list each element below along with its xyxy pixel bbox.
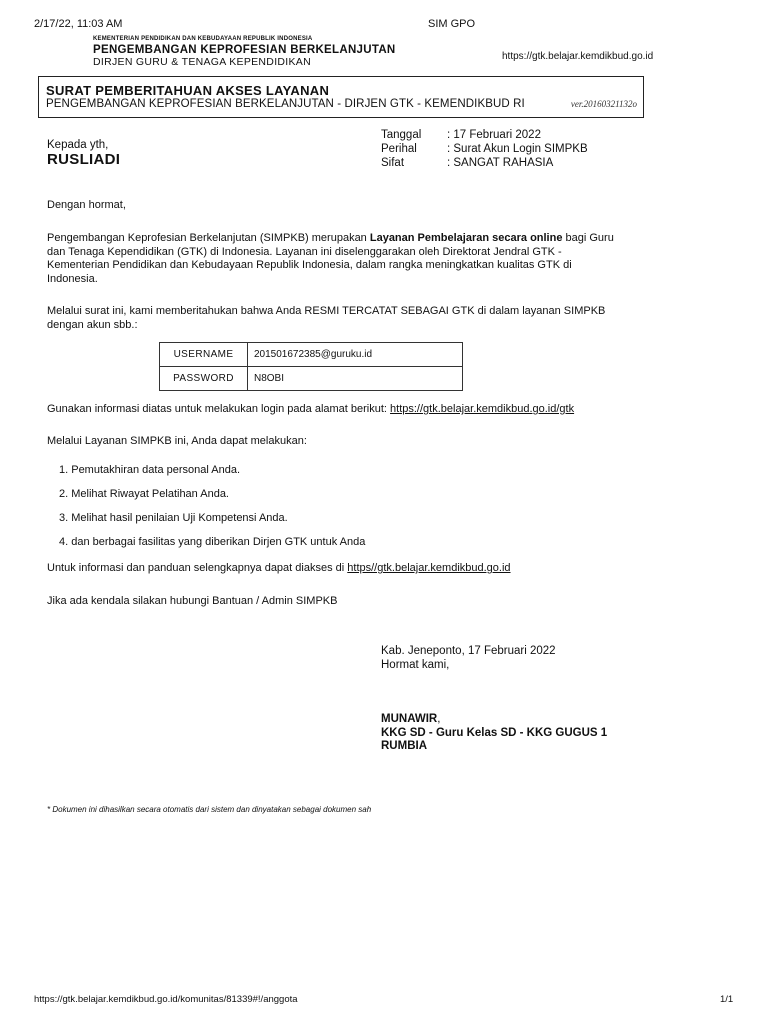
info-link[interactable]: https//gtk.belajar.kemdikbud.go.id — [347, 562, 511, 574]
letter-version: ver.20160321132o — [570, 99, 637, 109]
password-row — [160, 367, 463, 391]
print-datetime: 2/17/22, 11:03 AM — [34, 18, 123, 30]
signature-closing: Hormat kami, — [381, 659, 450, 671]
print-url: https://gtk.belajar.kemdikbud.go.id/komunitas/81339#!/anggota — [34, 994, 298, 1005]
directorate-name: DIRJEN GURU & TENAGA KEPENDIDIKAN — [93, 56, 311, 68]
list-item: 4. dan berbagai fasilitas yang diberikan Dirjen GTK untuk Anda — [59, 536, 366, 548]
program-name: PENGEMBANGAN KEPROFESIAN BERKELANJUTAN — [93, 44, 396, 56]
letter-subtitle: PENGEMBANGAN KEPROFESIAN BERKELANJUTAN - DIRJEN GTK - KEMENDIKBUD RI — [46, 98, 525, 110]
intro-text-a: Pengembangan Keprofesian Berkelanjutan (SIMPKB) merupakan — [47, 232, 370, 244]
signer-name: MUNAWIR — [381, 713, 438, 725]
intro-line-1 — [47, 232, 637, 246]
list-item: 1. Pemutakhiran data personal Anda. — [59, 464, 241, 476]
ministry-name: KEMENTERIAN PENDIDIKAN DAN KEBUDAYAAN REPUBLIK INDONESIA — [93, 36, 313, 42]
signer-name-line — [381, 713, 440, 725]
page-number: 1/1 — [720, 994, 734, 1005]
recipient-name: RUSLIADI — [47, 151, 121, 168]
credentials-table — [159, 342, 463, 391]
contact-paragraph: Jika ada kendala silakan hubungi Bantuan / Admin SIMPKB — [47, 595, 338, 607]
notice-line-2: dengan akun sbb.: — [47, 318, 138, 331]
services-intro: Melalui Layanan SIMPKB ini, Anda dapat melakukan: — [47, 435, 307, 447]
meta-nature-row — [381, 156, 588, 170]
login-instruction — [47, 403, 637, 417]
signer-role-line-1: KKG SD - Guru Kelas SD - KKG GUGUS 1 — [381, 727, 608, 739]
meta-subject-label: Perihal — [381, 143, 417, 155]
signer-role-line-2: RUMBIA — [381, 740, 427, 752]
footnote: * Dokumen ini dihasilkan secara otomatis dari sistem dan dinyatakan sebagai dokumen sah — [47, 805, 372, 814]
intro-line-4: Indonesia. — [47, 272, 98, 285]
signer-name-suffix: , — [437, 713, 441, 725]
letter-title-box — [38, 76, 644, 118]
username-row — [160, 343, 463, 367]
intro-line-2: dan Tenaga Kependidikan (GTK) di Indonesia. Layanan ini diselenggarakan oleh Direktorat Jendral GTK - — [47, 245, 562, 258]
recipient-label: Kepada yth, — [47, 139, 109, 151]
meta-date-row — [381, 128, 588, 142]
print-title: SIM GPO — [428, 18, 476, 30]
letter-meta — [381, 128, 588, 170]
notice-paragraph — [47, 305, 637, 332]
notice-line-1: Melalui surat ini, kami memberitahukan bahwa Anda RESMI TERCATAT SEBAGAI GTK di dalam layanan SIMPKB — [47, 305, 606, 317]
intro-bold: Layanan Pembelajaran secara online — [369, 232, 563, 244]
letter-title: SURAT PEMBERITAHUAN AKSES LAYANAN — [46, 83, 330, 98]
username-value: 201501672385@guruku.id — [248, 343, 463, 367]
meta-nature-value: : SANGAT RAHASIA — [447, 157, 554, 169]
signature-place-date: Kab. Jeneponto, 17 Februari 2022 — [381, 645, 556, 657]
list-item: 2. Melihat Riwayat Pelatihan Anda. — [59, 488, 229, 500]
meta-date-label: Tanggal — [381, 129, 422, 141]
info-text: Untuk informasi dan panduan selengkapnya dapat diakses di — [47, 562, 348, 574]
meta-nature-label: Sifat — [381, 157, 405, 169]
intro-paragraph — [47, 232, 637, 286]
meta-subject-value: : Surat Akun Login SIMPKB — [447, 143, 588, 155]
services-list — [59, 464, 365, 560]
login-text: Gunakan informasi diatas untuk melakukan login pada alamat berikut: — [47, 403, 391, 415]
meta-date-value: : 17 Februari 2022 — [447, 129, 541, 141]
intro-text-b: bagi Guru — [562, 232, 614, 244]
info-paragraph — [47, 562, 637, 576]
meta-subject-row — [381, 142, 588, 156]
greeting: Dengan hormat, — [47, 199, 126, 211]
intro-line-3: Kementerian Pendidikan dan Kebudayaan Republik Indonesia, dalam rangka meningkatkan kualitas GTK di — [47, 259, 572, 271]
login-link[interactable]: https://gtk.belajar.kemdikbud.go.id/gtk — [390, 403, 575, 415]
password-value: N8OBI — [248, 367, 463, 391]
site-url[interactable]: https://gtk.belajar.kemdikbud.go.id — [502, 51, 654, 62]
username-label: USERNAME — [160, 343, 248, 367]
password-label: PASSWORD — [160, 367, 248, 391]
list-item: 3. Melihat hasil penilaian Uji Kompetensi Anda. — [59, 512, 288, 524]
